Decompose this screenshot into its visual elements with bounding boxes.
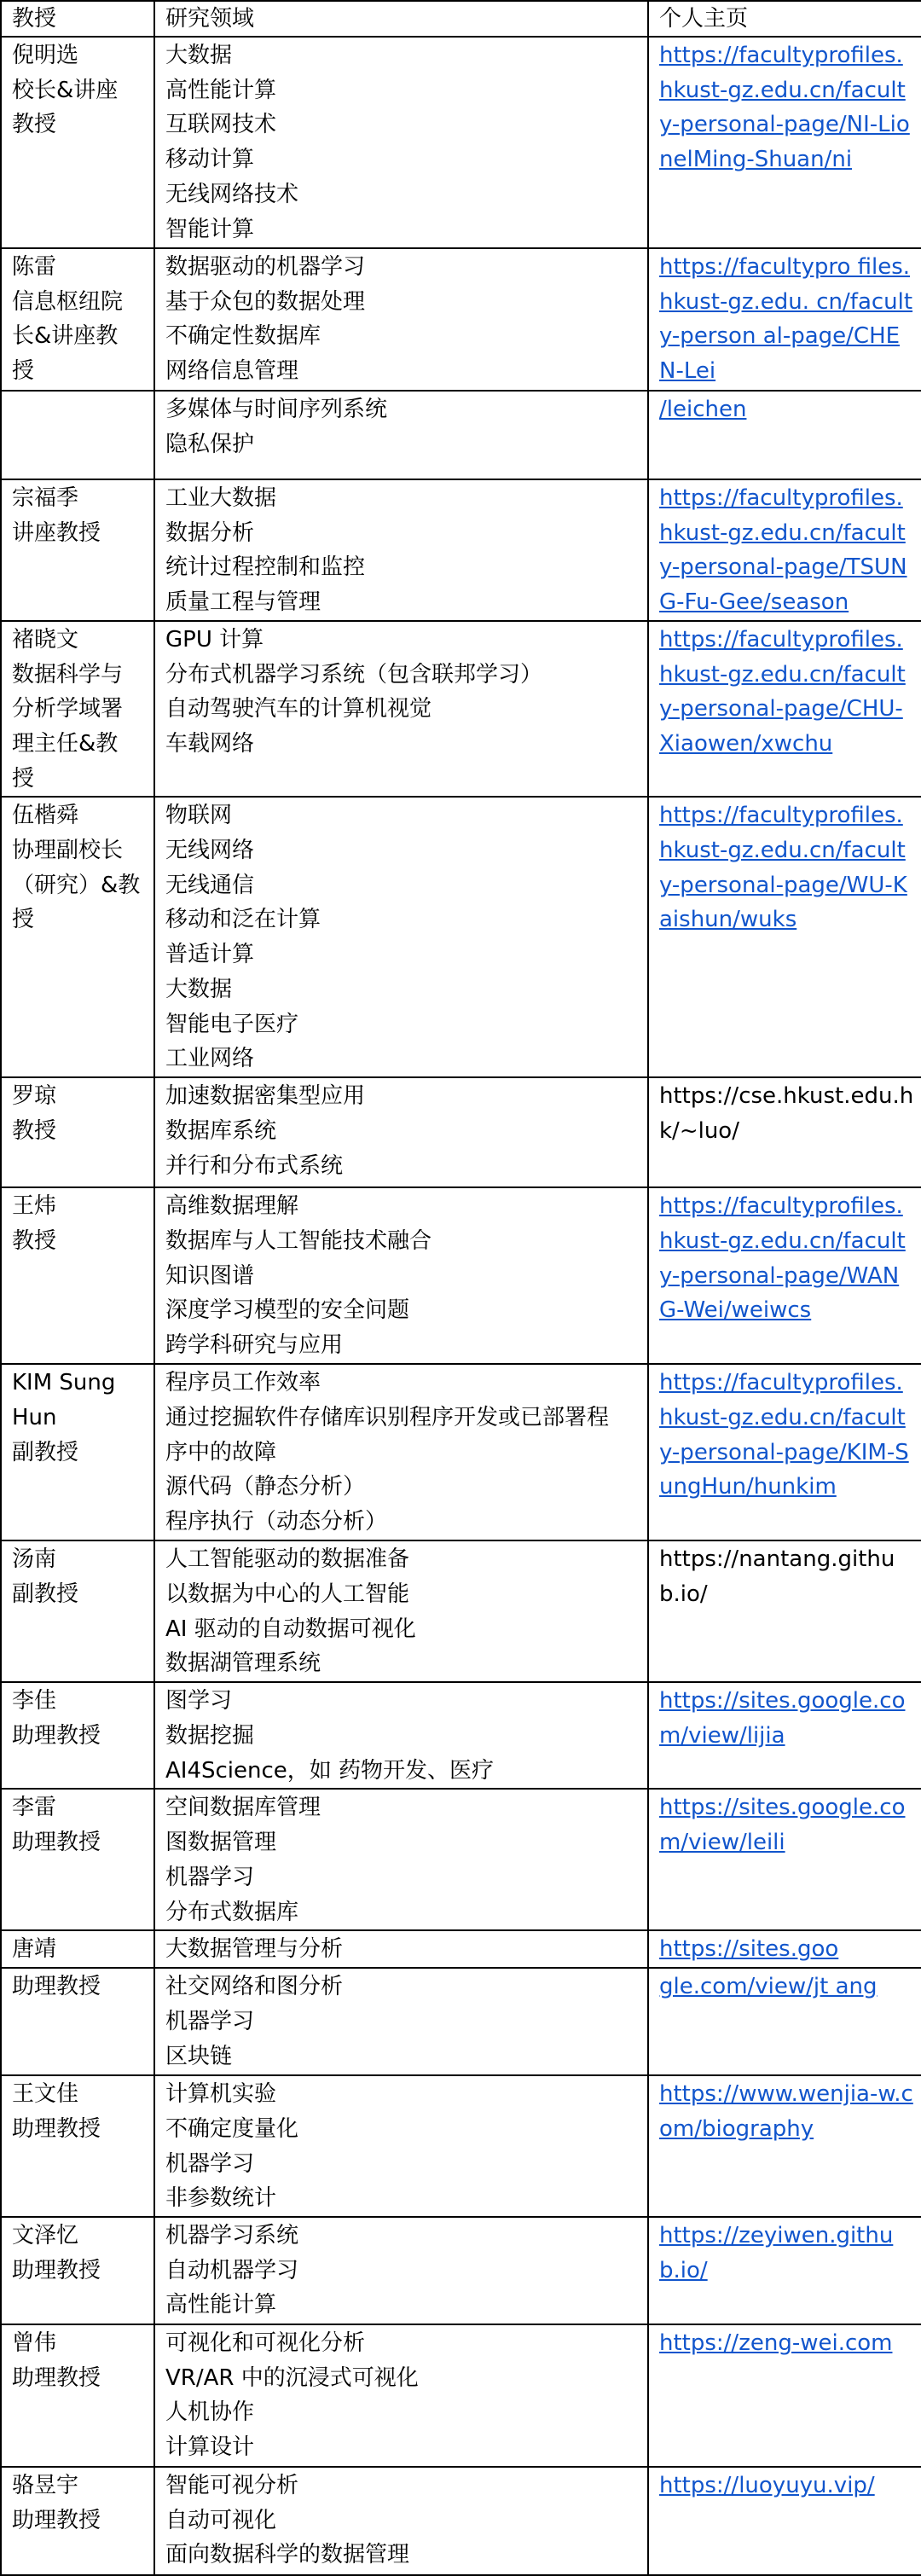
professor-name-line: 宗福季 (12, 485, 79, 511)
research-area-item: 物联网 (165, 803, 233, 829)
research-area-cell (154, 2217, 648, 2324)
research-area-item: 自动可视化 (165, 2507, 277, 2533)
research-area-item: 分布式数据库 (165, 1899, 299, 1925)
professor-name-line: 信息枢纽院 (12, 288, 124, 315)
research-area-cell (154, 2075, 648, 2217)
research-area-item: 高维数据理解 (165, 1193, 299, 1220)
research-area-item: 自动驾驶汽车的计算机视觉 (165, 696, 432, 722)
professor-cell (1, 2075, 154, 2217)
homepage-cell (648, 1187, 921, 1364)
research-area-item: 车载网络 (165, 730, 255, 757)
homepage-link[interactable]: https://facultyprofiles.hkust-gz.edu.cn/faculty-personal-page/WANG-Wei/weiwcs (659, 1193, 906, 1324)
professor-cell (1, 797, 154, 1077)
homepage-link[interactable]: https://facultyprofiles.hkust-gz.edu.cn/faculty-personal-page/CHU-Xiaowen/xwchu (659, 626, 906, 757)
professor-name-line: 唐靖 (12, 1936, 57, 1963)
table-row (1, 1789, 921, 1930)
professor-name-line: KIM Sung (12, 1370, 116, 1396)
research-area-item: 社交网络和图分析 (165, 1974, 344, 2000)
research-area-item: 数据库与人工智能技术融合 (165, 1228, 432, 1255)
research-area-item: 空间数据库管理 (165, 1795, 321, 1821)
research-area-item: 图学习 (165, 1688, 233, 1714)
professor-cell (1, 248, 154, 391)
homepage-link[interactable]: https://sites.goo (659, 1936, 839, 1963)
research-area-item: 无线通信 (165, 872, 255, 898)
professor-cell (1, 2324, 154, 2467)
professor-name-line: 教授 (12, 1118, 57, 1145)
research-area-item: 数据分析 (165, 519, 255, 546)
homepage-link[interactable]: https://facultyprofiles.hkust-gz.edu.cn/faculty-personal-page/KIM-SungHun/hunkim (659, 1370, 909, 1500)
research-area-item: 无线网络技术 (165, 181, 299, 207)
professor-cell (1, 1789, 154, 1930)
professor-name-line: 罗琼 (12, 1083, 57, 1110)
research-area-cell (154, 1364, 648, 1540)
professor-cell (1, 37, 154, 248)
research-area-item: 区块链 (165, 2043, 233, 2069)
research-area-cell (154, 2324, 648, 2467)
professor-name-line: 协理副校长 (12, 838, 124, 864)
table-header-row (1, 1, 921, 37)
professor-name-line: 授 (12, 358, 35, 385)
professor-name-line: 王文佳 (12, 2081, 79, 2108)
homepage-link[interactable]: https://sites.google.com/view/lijia (659, 1688, 906, 1749)
professor-name-line: 助理教授 (12, 2364, 101, 2391)
research-area-item: 程序执行（动态分析） (165, 1509, 388, 1535)
research-area-item: 分布式机器学习系统（包含联邦学习） (165, 661, 543, 688)
homepage-link[interactable]: https://zeyiwen.github.io/ (659, 2222, 894, 2283)
research-area-item: 计算设计 (165, 2434, 255, 2461)
research-area-item: 隐私保护 (165, 431, 255, 457)
professor-name-line: 曾伟 (12, 2329, 57, 2356)
research-area-item: 机器学习 (165, 1864, 255, 1890)
homepage-cell (648, 391, 921, 479)
professor-cell (1, 2217, 154, 2324)
research-area-item: 大数据 (165, 976, 233, 1002)
research-area-cell (154, 391, 648, 479)
research-area-item: 工业大数据 (165, 485, 277, 511)
research-area-item: 计算机实验 (165, 2081, 277, 2108)
professor-name-line: 汤南 (12, 1546, 57, 1573)
research-area-item: 移动和泛在计算 (165, 907, 321, 933)
research-area-item: 面向数据科学的数据管理 (165, 2542, 410, 2568)
research-area-item: 质量工程与管理 (165, 589, 321, 616)
research-area-item: 数据挖掘 (165, 1723, 255, 1749)
research-area-item: AI 驱动的自动数据可视化 (165, 1616, 416, 1642)
research-area-item: 无线网络 (165, 838, 255, 864)
research-area-cell (154, 1968, 648, 2075)
professor-name-line: 陈雷 (12, 254, 57, 280)
professor-name-line: 数据科学与 (12, 661, 124, 688)
professor-name-line: 助理教授 (12, 2257, 101, 2283)
research-area-item: 数据驱动的机器学习 (165, 254, 366, 280)
professor-cell (1, 1968, 154, 2075)
homepage-link[interactable]: https://sites.google.com/view/leili (659, 1795, 906, 1856)
professor-cell (1, 1077, 154, 1187)
professor-name-line: 文泽忆 (12, 2222, 79, 2248)
research-area-item: 网络信息管理 (165, 358, 299, 385)
research-area-item: 序中的故障 (165, 1439, 277, 1465)
professor-name-line: 理主任&教 (12, 730, 119, 757)
research-area-item: 智能可视分析 (165, 2472, 299, 2498)
table-row (1, 248, 921, 391)
professor-name-line: 助理教授 (12, 2115, 101, 2142)
homepage-link[interactable]: https://luoyuyu.vip/ (659, 2472, 875, 2498)
research-area-cell (154, 479, 648, 621)
homepage-cell (648, 2467, 921, 2575)
homepage-link[interactable]: https://facultyprofiles.hkust-gz.edu.cn/faculty-personal-page/NI-LionelMing-Shuan/ni (659, 43, 910, 173)
research-area-item: 程序员工作效率 (165, 1370, 321, 1396)
research-area-item: 机器学习 (165, 2008, 255, 2034)
research-area-item: GPU 计算 (165, 626, 264, 653)
professor-name-line: 副教授 (12, 1581, 79, 1608)
research-area-item: VR/AR 中的沉浸式可视化 (165, 2364, 419, 2391)
table-row (1, 1930, 921, 1968)
research-area-item: 高性能计算 (165, 2292, 277, 2318)
table-row (1, 2324, 921, 2467)
research-area-item: 以数据为中心的人工智能 (165, 1581, 410, 1608)
homepage-cell (648, 1077, 921, 1187)
professor-name-line: 授 (12, 907, 35, 933)
table-row (1, 391, 921, 479)
homepage-cell (648, 1540, 921, 1682)
research-area-item: 多媒体与时间序列系统 (165, 397, 388, 422)
professor-name-line: 伍楷舜 (12, 803, 79, 829)
professor-name-line: 教授 (12, 112, 57, 138)
research-area-cell (154, 1789, 648, 1930)
homepage-link[interactable]: https://www.wenjia-w.com/biography (659, 2081, 913, 2142)
professor-cell (1, 479, 154, 621)
table-row (1, 1364, 921, 1540)
homepage-cell (648, 797, 921, 1077)
research-area-item: 大数据 (165, 43, 233, 68)
research-area-item: 移动计算 (165, 147, 255, 173)
research-area-item: 不确定度量化 (165, 2115, 299, 2142)
research-area-item: 不确定性数据库 (165, 323, 321, 350)
professor-cell (1, 1364, 154, 1540)
research-area-item: 高性能计算 (165, 77, 277, 103)
research-area-item: 机器学习 (165, 2150, 255, 2177)
research-area-cell (154, 248, 648, 391)
research-area-item: 加速数据密集型应用 (165, 1083, 366, 1110)
professor-name-line: 骆昱宇 (12, 2472, 79, 2498)
research-area-item: 人机协作 (165, 2399, 255, 2426)
research-area-item: 自动机器学习 (165, 2257, 299, 2283)
header-professor: 教授 (1, 1, 154, 37)
table-row (1, 2467, 921, 2575)
research-area-item: 互联网技术 (165, 112, 277, 138)
homepage-cell (648, 248, 921, 391)
homepage-cell (648, 2217, 921, 2324)
table-row (1, 479, 921, 621)
research-area-item: 普适计算 (165, 942, 255, 968)
research-area-cell (154, 797, 648, 1077)
homepage-text: https://cse.hkust.edu.hk/~luo/ (659, 1083, 914, 1145)
professor-name-line: 倪明选 (12, 43, 79, 68)
header-homepage: 个人主页 (648, 1, 921, 37)
research-area-cell (154, 37, 648, 248)
research-area-item: 机器学习系统 (165, 2222, 299, 2248)
professor-cell (1, 621, 154, 798)
professor-name-line: 李佳 (12, 1688, 57, 1714)
research-area-cell (154, 1540, 648, 1682)
research-area-item: 源代码（静态分析） (165, 1474, 366, 1500)
header-research-area: 研究领域 (154, 1, 648, 37)
professor-name-line: （研究）&教 (12, 872, 141, 898)
homepage-link[interactable]: https://facultyprofiles.hkust-gz.edu.cn/faculty-personal-page/TSUNG-Fu-Gee/season (659, 485, 907, 616)
professor-cell (1, 391, 154, 479)
homepage-text: https://nantang.github.io/ (659, 1546, 895, 1608)
homepage-link[interactable]: https://facultypro files.hkust-gz.edu. cn/faculty-person al-page/CHEN-Lei (659, 254, 913, 385)
professor-name-line: 王炜 (12, 1193, 57, 1220)
professor-name-line: 助理教授 (12, 1974, 101, 2000)
research-area-item: 基于众包的数据处理 (165, 288, 366, 315)
research-area-item: 智能计算 (165, 216, 255, 242)
research-area-item: 知识图谱 (165, 1262, 255, 1289)
professor-name-line: 长&讲座教 (12, 323, 119, 350)
homepage-cell (648, 1364, 921, 1540)
homepage-cell (648, 1682, 921, 1789)
table-body (1, 1, 921, 2575)
research-area-item: 智能电子医疗 (165, 1011, 299, 1037)
research-area-item: 统计过程控制和监控 (165, 554, 366, 581)
research-area-item: 并行和分布式系统 (165, 1152, 344, 1179)
research-area-item: AI4Science，如 药物开发、医疗 (165, 1757, 495, 1784)
research-area-item: 工业网络 (165, 1046, 255, 1072)
professor-name-line: 助理教授 (12, 1723, 101, 1749)
professor-name-line: 校长&讲座 (12, 77, 119, 103)
homepage-cell (648, 621, 921, 798)
research-area-item: 人工智能驱动的数据准备 (165, 1546, 410, 1573)
table-row (1, 2217, 921, 2324)
professor-cell (1, 1187, 154, 1364)
homepage-cell (648, 1789, 921, 1930)
table-row (1, 1077, 921, 1187)
research-area-item: 数据库系统 (165, 1118, 277, 1145)
homepage-cell (648, 1930, 921, 1968)
research-area-cell (154, 1930, 648, 1968)
table-row (1, 1682, 921, 1789)
professor-cell (1, 2467, 154, 2575)
homepage-link[interactable]: https://facultyprofiles.hkust-gz.edu.cn/faculty-personal-page/WU-Kaishun/wuks (659, 803, 907, 933)
research-area-item: 大数据管理与分析 (165, 1936, 344, 1963)
homepage-cell (648, 479, 921, 621)
research-area-cell (154, 1077, 648, 1187)
table-row (1, 1968, 921, 2075)
professor-name-line: 助理教授 (12, 1830, 101, 1856)
research-area-item: 通过挖掘软件存储库识别程序开发或已部署程 (165, 1405, 610, 1431)
professor-cell (1, 1682, 154, 1789)
table-row (1, 621, 921, 798)
homepage-cell (648, 2324, 921, 2467)
homepage-link[interactable]: /leichen (659, 397, 747, 422)
professor-name-line: 李雷 (12, 1795, 57, 1821)
professor-name-line: 褚晓文 (12, 626, 79, 653)
research-area-cell (154, 1682, 648, 1789)
table-row (1, 2075, 921, 2217)
professor-name-line: 讲座教授 (12, 519, 101, 546)
research-area-item: 图数据管理 (165, 1830, 277, 1856)
professor-name-line: Hun (12, 1405, 57, 1431)
research-area-item: 深度学习模型的安全问题 (165, 1297, 410, 1324)
homepage-link[interactable]: gle.com/view/jt ang (659, 1974, 878, 2000)
research-area-cell (154, 2467, 648, 2575)
professor-name-line: 分析学域署 (12, 696, 124, 722)
table-row (1, 797, 921, 1077)
professor-name-line: 助理教授 (12, 2507, 101, 2533)
table-row (1, 1540, 921, 1682)
professor-name-line: 副教授 (12, 1439, 79, 1465)
homepage-cell (648, 37, 921, 248)
research-area-cell (154, 1187, 648, 1364)
homepage-cell (648, 2075, 921, 2217)
table-row (1, 37, 921, 248)
professor-name-line: 授 (12, 765, 35, 792)
professor-cell (1, 1930, 154, 1968)
research-area-item: 数据湖管理系统 (165, 1651, 321, 1677)
professor-name-line: 教授 (12, 1228, 57, 1255)
homepage-cell (648, 1968, 921, 2075)
professor-cell (1, 1540, 154, 1682)
research-area-item: 非参数统计 (165, 2185, 277, 2212)
research-area-item: 可视化和可视化分析 (165, 2329, 366, 2356)
table-row (1, 1187, 921, 1364)
research-area-item: 跨学科研究与应用 (165, 1332, 344, 1359)
homepage-link[interactable]: https://zeng-wei.com (659, 2329, 893, 2356)
research-area-cell (154, 621, 648, 798)
